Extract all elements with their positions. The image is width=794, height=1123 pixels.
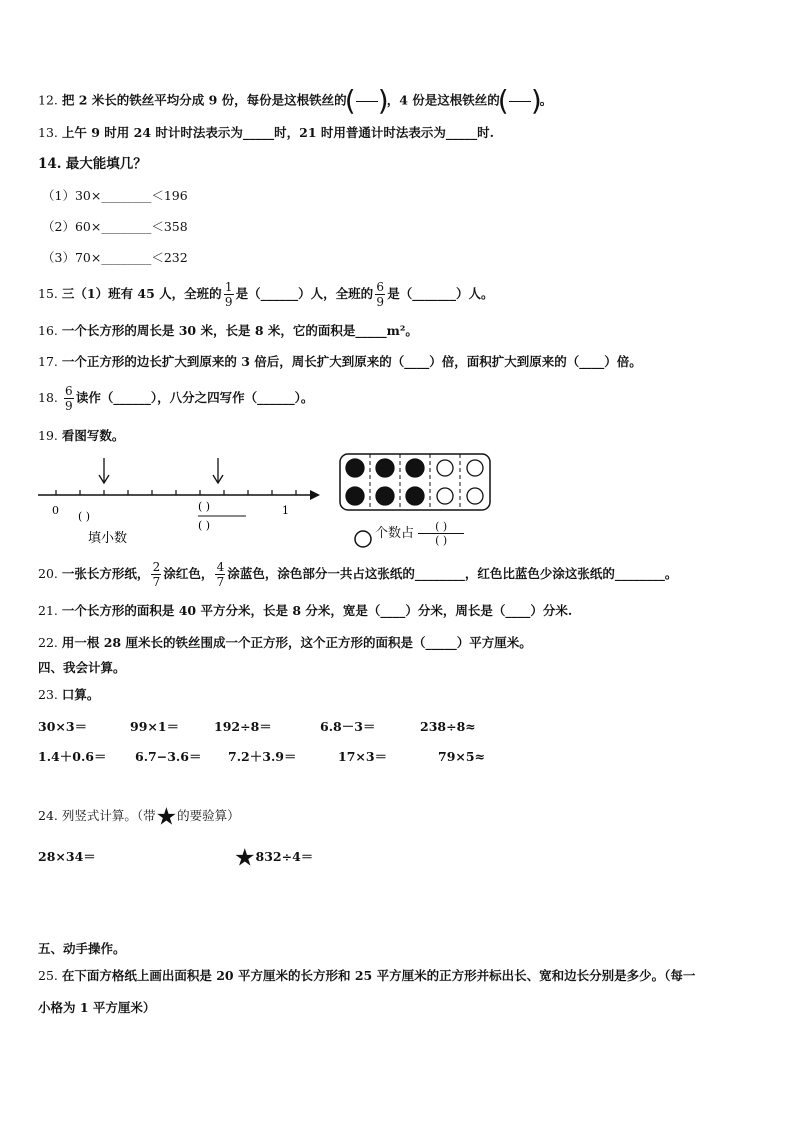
- question-text: 一个长方形的周长是 30 米，长是 8 米，它的面积是_____m²。: [61, 323, 418, 338]
- count-label: 个数占: [375, 526, 415, 541]
- question-number: 23.: [38, 687, 58, 702]
- filled-dot: [406, 459, 424, 477]
- decimal-blank: ( ): [78, 510, 91, 523]
- oral-calc-9: 17×3＝: [338, 749, 388, 764]
- empty-dot: [437, 460, 453, 476]
- question-text: 是（_______）人。: [387, 286, 494, 301]
- question-18: [38, 384, 313, 413]
- question-number: 25.: [38, 968, 58, 983]
- question-number: 21.: [38, 603, 58, 618]
- oral-calc-7: 6.7−3.6＝: [135, 749, 202, 764]
- question-12: [38, 86, 552, 116]
- fraction-answer-box: ( ): [497, 84, 542, 117]
- dot-grid-figure: [338, 452, 498, 514]
- question-number: 20.: [38, 566, 58, 581]
- question-text: 是（______）人，全班的: [235, 286, 374, 301]
- number-line-arrowhead: [310, 490, 320, 500]
- question-25: [38, 967, 695, 985]
- question-14-title: [38, 155, 147, 173]
- question-number: 14.: [38, 156, 62, 172]
- question-text: 涂红色，: [163, 566, 214, 581]
- fraction: $\frac{6}{9}$: [376, 280, 384, 309]
- fraction: $\frac{6}{9}$: [65, 384, 73, 413]
- fraction: $\frac{2}{7}$: [152, 560, 161, 589]
- empty-dot: [437, 488, 453, 504]
- down-arrow-icon: [213, 458, 223, 483]
- question-text: 一个正方形的边长扩大到原来的 3 倍后，周长扩大到原来的（____）倍，面积扩大到原来的（____）倍。: [61, 354, 642, 369]
- question-number: 19.: [38, 428, 58, 443]
- question-23-title: [38, 686, 99, 704]
- question-number: 16.: [38, 323, 58, 338]
- question-16: [38, 322, 418, 340]
- caption-fill-decimal: 填小数: [88, 531, 128, 546]
- question-number: 12.: [38, 92, 58, 108]
- oral-calc-3: 192÷8＝: [214, 719, 272, 734]
- q14-item-2: （2）60×________＜358: [42, 219, 188, 234]
- question-text: 读作（______），八分之四写作（______）。: [75, 390, 314, 405]
- question-text: 的要验算）: [177, 808, 240, 823]
- question-number: 22.: [38, 635, 58, 650]
- filled-dot: [376, 459, 394, 477]
- question-number: 24.: [38, 808, 58, 823]
- tick-label-zero: 0: [52, 504, 59, 517]
- number-line-figure: [30, 450, 330, 550]
- filled-dot: [346, 459, 364, 477]
- question-text: 用一根 28 厘米长的铁丝围成一个正方形，这个正方形的面积是（_____）平方厘米。: [61, 635, 532, 650]
- filled-dot: [346, 487, 364, 505]
- question-text: 把 2 米长的铁丝平均分成 9 份，每份是这根铁丝的: [61, 92, 347, 108]
- oral-calc-1: 30×3＝: [38, 719, 88, 734]
- oral-calc-10: 79×5≈: [438, 749, 486, 764]
- count-ratio: [375, 520, 464, 547]
- down-arrow-icon: [99, 458, 109, 483]
- question-text: 上午 9 时用 24 时计时法表示为_____时，21 时用普通计时法表示为_____时.: [61, 125, 494, 140]
- fraction-answer-box: ( ): [344, 84, 389, 117]
- question-title: 口算。: [61, 687, 100, 702]
- question-17: [38, 353, 642, 371]
- question-21: [38, 602, 572, 620]
- question-text: 一张长方形纸，: [61, 566, 150, 581]
- star-icon: ★: [155, 802, 178, 831]
- question-24: [38, 804, 240, 829]
- question-13: [38, 124, 494, 142]
- question-number: 17.: [38, 354, 58, 369]
- question-20: [38, 560, 677, 589]
- oral-calc-4: 6.8－3＝: [320, 719, 376, 734]
- question-text: 一个长方形的面积是 40 平方分米，长是 8 分米，宽是（____）分米，周长是（____）分米.: [61, 603, 573, 618]
- question-25-line-2: 小格为 1 平方厘米）: [38, 1000, 156, 1015]
- question-number: 18.: [38, 390, 58, 405]
- q14-item-3: （3）70×________＜232: [42, 250, 188, 265]
- question-number: 13.: [38, 125, 58, 140]
- question-22: [38, 634, 532, 652]
- question-text: 在下面方格纸上画出面积是 20 平方厘米的长方形和 25 平方厘米的正方形并标出长、宽和边长分别是多少。（每一: [61, 968, 696, 983]
- star-icon: ★: [234, 843, 256, 872]
- question-15: [38, 280, 493, 309]
- oral-calc-5: 238÷8≈: [420, 719, 476, 734]
- fraction: $\frac{1}{9}$: [224, 280, 233, 309]
- question-text: 涂蓝色，涂色部分一共占这张纸的________，红色比蓝色少涂这张纸的________。: [227, 566, 678, 581]
- question-number: 15.: [38, 286, 58, 301]
- section-heading-4: 四、我会计算。: [38, 660, 126, 675]
- fraction: $\frac{4}{7}$: [216, 560, 225, 589]
- fraction-blank-top: ( ): [198, 500, 211, 513]
- oral-calc-6: 1.4＋0.6＝: [38, 749, 107, 764]
- question-text: 列竖式计算。（带: [61, 808, 156, 823]
- question-title: 看图写数。: [61, 428, 125, 443]
- vertical-calc-2: ★832÷4＝: [234, 843, 314, 872]
- question-text: 三（1）班有 45 人，全班的: [61, 286, 222, 301]
- fraction-blank-bottom: ( ): [198, 519, 211, 532]
- section-heading-5: 五、动手操作。: [38, 941, 126, 956]
- q14-item-1: （1）30×________＜196: [42, 188, 188, 203]
- empty-dot: [467, 460, 483, 476]
- filled-dot: [406, 487, 424, 505]
- filled-dot: [376, 487, 394, 505]
- question-text: 。: [539, 92, 553, 108]
- empty-dot: [467, 488, 483, 504]
- count-circle-icon: [352, 528, 374, 550]
- oral-calc-8: 7.2＋3.9＝: [228, 749, 297, 764]
- question-title: 最大能填几？: [65, 156, 147, 172]
- question-text: ，4 份是这根铁丝的: [386, 92, 500, 108]
- oral-calc-2: 99×1＝: [130, 719, 180, 734]
- vertical-calc-1: 28×34＝: [38, 849, 96, 864]
- fraction-blank: ( ) ( ): [418, 520, 464, 547]
- question-19-title: [38, 427, 124, 445]
- tick-label-one: 1: [282, 504, 289, 517]
